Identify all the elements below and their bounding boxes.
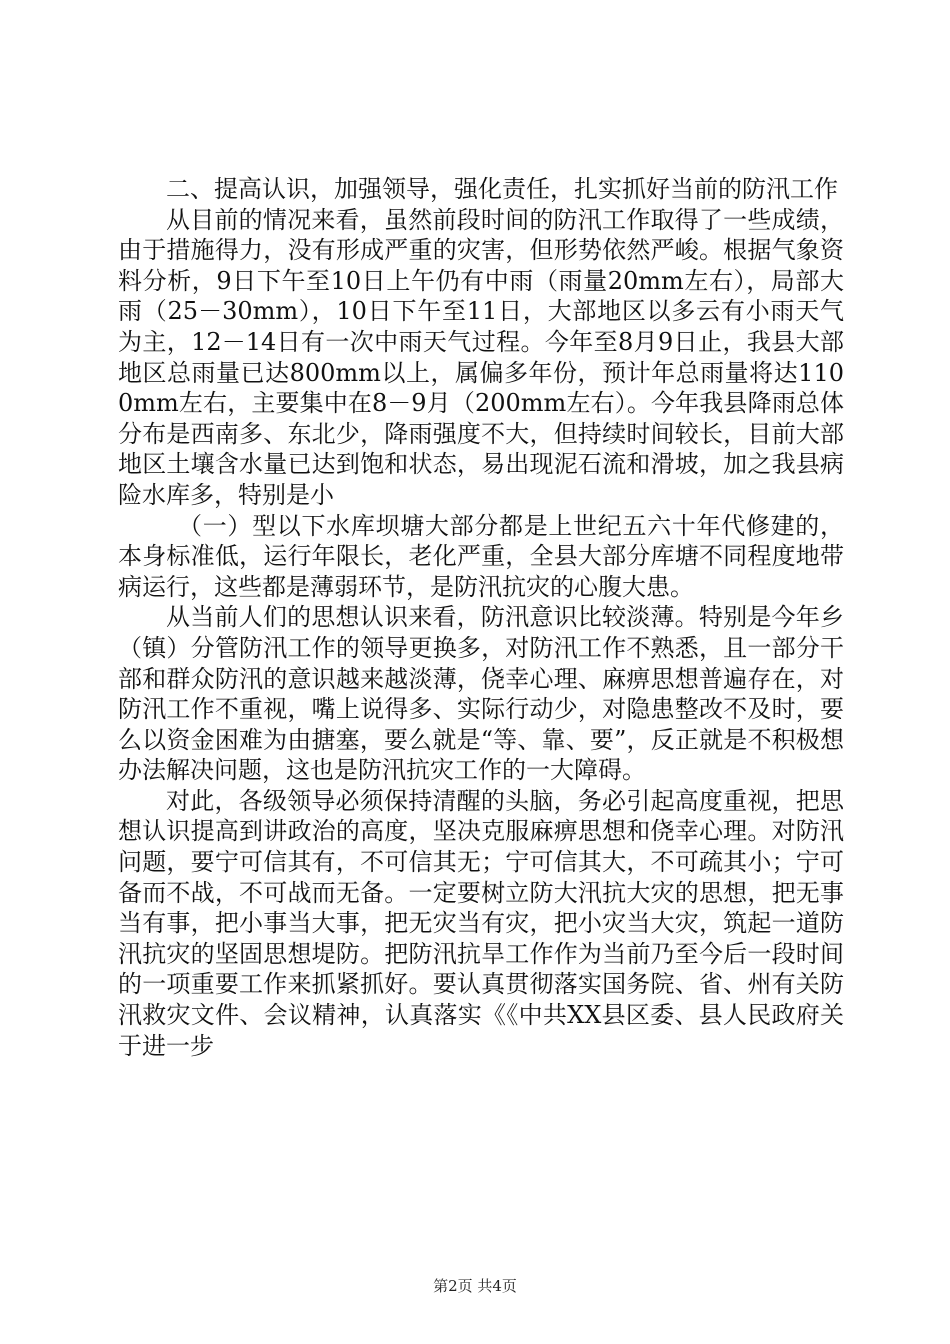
paragraph-leadership-requirements: 对此，各级领导必须保持清醒的头脑，务必引起高度重视，把思想认识提高到讲政治的高度，坚决克服麻痹思想和侥幸心理。对防汛问题，要宁可信其有，不可信其无；宁可信其大，不可疏其小；宁可备而不战，不可战而无备。一定要树立防大汛抗大灾的思想，把无事当有事，把小事当大事，把无灾当有灾，把小灾当大灾，筑起一道防汛抗灾的坚固思想堤防。把防汛抗旱工作作为当前乃至今后一段时间的一项重要工作来抓紧抓好。要认真贯彻落实国务院、省、州有关防汛救灾文件、会议精神，认真落实《《中共XX县区委、县人民政府关于进一步 bbox=[118, 786, 844, 1060]
paragraph-reservoir-risk: （一）型以下水库坝塘大部分都是上世纪五六十年代修建的，本身标准低，运行年限长，老化严重，全县大部分库塘不同程度地带病运行，这些都是薄弱环节，是防汛抗灾的心腹大患。 bbox=[118, 511, 844, 601]
document-body bbox=[118, 174, 844, 1061]
section-heading: 二、提高认识，加强领导，强化责任，扎实抓好当前的防汛工作 bbox=[166, 175, 838, 203]
paragraph-awareness: 从当前人们的思想认识来看，防汛意识比较淡薄。特别是今年乡（镇）分管防汛工作的领导更换多，对防汛工作不熟悉，且一部分干部和群众防汛的意识越来越淡薄，侥幸心理、麻痹思想普遍存在，对防汛工作不重视，嘴上说得多、实际行动少，对隐患整改不及时，要么以资金困难为由搪塞，要么就是“等、靠、要”，反正就是不积极想办法解决问题，这也是防汛抗灾工作的一大障碍。 bbox=[118, 603, 844, 785]
paragraph-flood-situation: 从目前的情况来看，虽然前段时间的防汛工作取得了一些成绩，由于措施得力，没有形成严重的灾害，但形势依然严峻。根据气象资料分析，9日下午至10日上午仍有中雨（雨量20mm左右），局部大雨（25－30mm），10日下午至11日，大部地区以多云有小雨天气为主，12－14日有一次中雨天气过程。今年至8月9日止，我县大部地区总雨量已达800mm以上，属偏多年份，预计年总雨量将达1100mm左右，主要集中在8－9月（200mm左右）。今年我县降雨总体分布是西南多、东北少，降雨强度不大，但持续时间较长，目前大部地区土壤含水量已达到饱和状态，易出现泥石流和滑坡，加之我县病险水库多，特别是小 bbox=[118, 205, 844, 509]
page-number-footer: 第2页 共4页 bbox=[433, 1277, 517, 1295]
